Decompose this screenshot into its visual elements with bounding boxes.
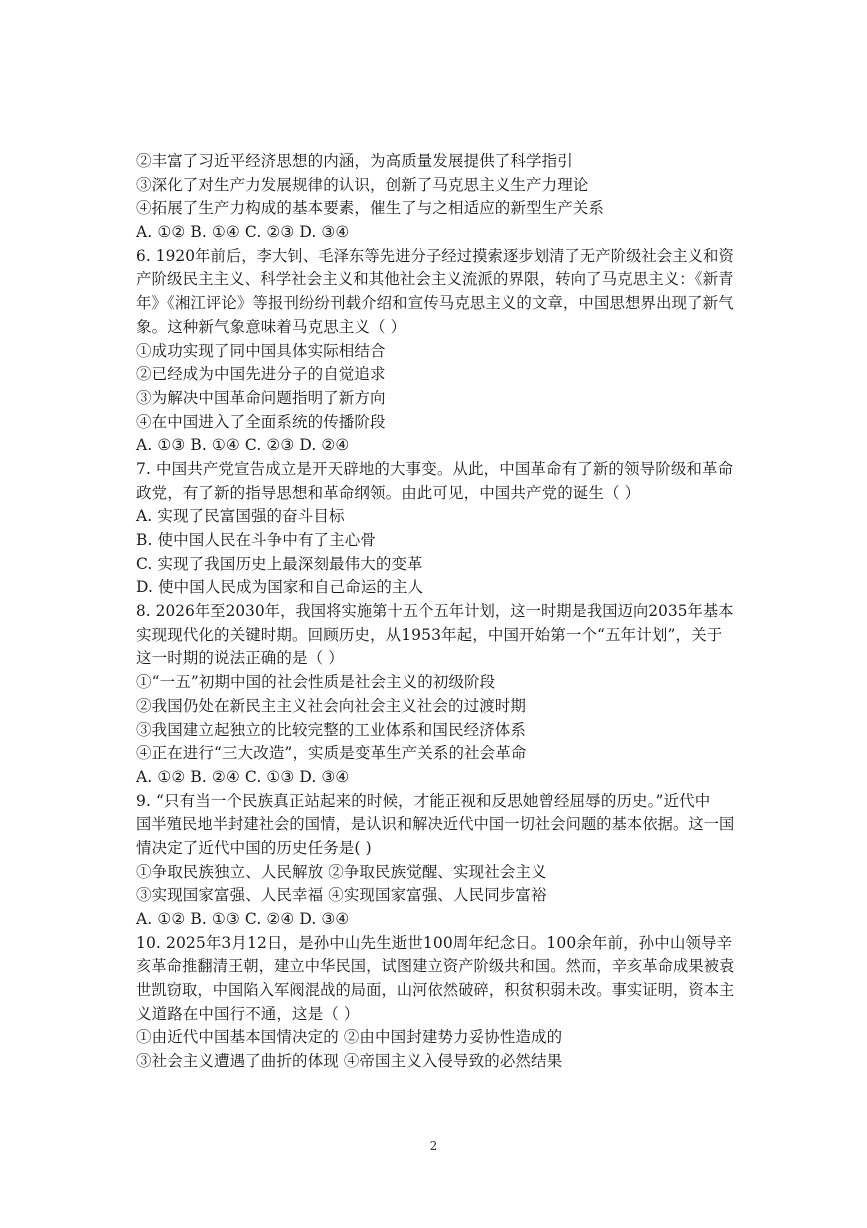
text-line: A. 实现了民富国强的奋斗目标 <box>136 507 345 526</box>
text-line: B. 使中国人民在斗争中有了主心骨 <box>136 531 376 549</box>
text-line: 产阶级民主主义、科学社会主义和其他社会主义流派的界限，转向了马克思主义：《新青 <box>136 270 734 289</box>
text-line: A. ①② B. ②④ C. ①③ D. ③④ <box>136 767 350 786</box>
text-line: 亥革命推翻清王朝，建立中华民国，试图建立资产阶级共和国。然而，辛亥革命成果被袁 <box>136 957 735 976</box>
text-line: ②我国仍处在新民主主义社会向社会主义社会的过渡时期 <box>136 696 527 715</box>
text-line: A. ①② B. ①③ C. ②④ D. ③④ <box>136 910 350 928</box>
text-line: 9. “只有当一个民族真正站起来的时候，才能正视和反思她曾经屈辱的历史。”近代中 <box>136 791 711 810</box>
text-line: ②已经成为中国先进分子的自觉追求 <box>136 365 386 384</box>
text-line: 这一时期的说法正确的是（ ） <box>136 649 344 668</box>
text-line: 世凯窃取，中国陷入军阀混战的局面，山河依然破碎，积贫积弱未改。事实证明，资本主 <box>136 981 735 1000</box>
text-line: ①成功实现了同中国具体实际相结合 <box>136 341 386 360</box>
text-line: ③深化了对生产力发展规律的认识，创新了马克思主义生产力理论 <box>136 175 589 194</box>
text-line: ①“一五”初期中国的社会性质是社会主义的初级阶段 <box>136 673 496 692</box>
text-line: ④正在进行“三大改造”，实质是变革生产关系的社会革命 <box>136 744 527 763</box>
exam-text-body <box>136 150 734 1074</box>
text-line: 年》《湘江评论》等报刊纷纷刊载介绍和宣传马克思主义的文章，中国思想界出现了新气 <box>136 294 734 313</box>
text-line: ④在中国进入了全面系统的传播阶段 <box>136 412 386 431</box>
text-line: ③实现国家富强、人民幸福 ④实现国家富强、人民同步富裕 <box>136 886 547 905</box>
text-line: 7. 中国共产党宣告成立是开天辟地的大事变。从此，中国革命有了新的领导阶级和革命 <box>136 459 734 478</box>
text-line: C. 实现了我国历史上最深刻最伟大的变革 <box>136 554 423 573</box>
text-line: ③我国建立起独立的比较完整的工业体系和国民经济体系 <box>136 720 527 739</box>
text-line: 情决定了近代中国的历史任务是( ) <box>136 838 372 857</box>
text-line: ③为解决中国革命问题指明了新方向 <box>136 388 386 407</box>
text-line: A. ①② B. ①④ C. ②③ D. ③④ <box>136 223 350 242</box>
text-line: 政党，有了新的指导思想和革命纲领。由此可见，中国共产党的诞生（ ） <box>136 483 641 502</box>
text-line: 10. 2025年3月12日，是孙中山先生逝世100周年纪念日。100余年前，孙中山领导辛 <box>136 933 733 952</box>
text-line: 国半殖民地半封建社会的国情，是认识和解决近代中国一切社会问题的基本依据。这一国 <box>136 815 735 834</box>
text-line: 6. 1920年前后，李大钊、毛泽东等先进分子经过摸索逐步划清了无产阶级社会主义和资 <box>136 246 734 265</box>
text-line: 象。这种新气象意味着马克思主义（ ） <box>136 317 407 336</box>
text-line: D. 使中国人民成为国家和自己命运的主人 <box>136 578 424 597</box>
text-line: ②丰富了习近平经济思想的内涵，为高质量发展提供了科学指引 <box>136 152 573 170</box>
text-line: 义道路在中国行不通，这是（ ） <box>136 1004 360 1023</box>
text-line: ③社会主义遭遇了曲折的体现 ④帝国主义入侵导致的必然结果 <box>136 1052 563 1071</box>
text-line: ①由近代中国基本国情决定的 ②由中国封建势力妥协性造成的 <box>136 1028 563 1047</box>
text-line: ④拓展了生产力构成的基本要素，催生了与之相适应的新型生产关系 <box>136 199 605 218</box>
text-line: 8. 2026年至2030年，我国将实施第十五个五年计划，这一时期是我国迈向2035年基本 <box>136 602 734 621</box>
text-line: 实现现代化的关键时期。回顾历史，从1953年起，中国开始第一个“五年计划”，关于 <box>136 625 723 644</box>
page-number: 2 <box>429 1139 438 1153</box>
text-line: A. ①③ B. ①④ C. ②③ D. ②④ <box>136 436 350 455</box>
text-line: ①争取民族独立、人民解放 ②争取民族觉醒、实现社会主义 <box>136 862 547 881</box>
